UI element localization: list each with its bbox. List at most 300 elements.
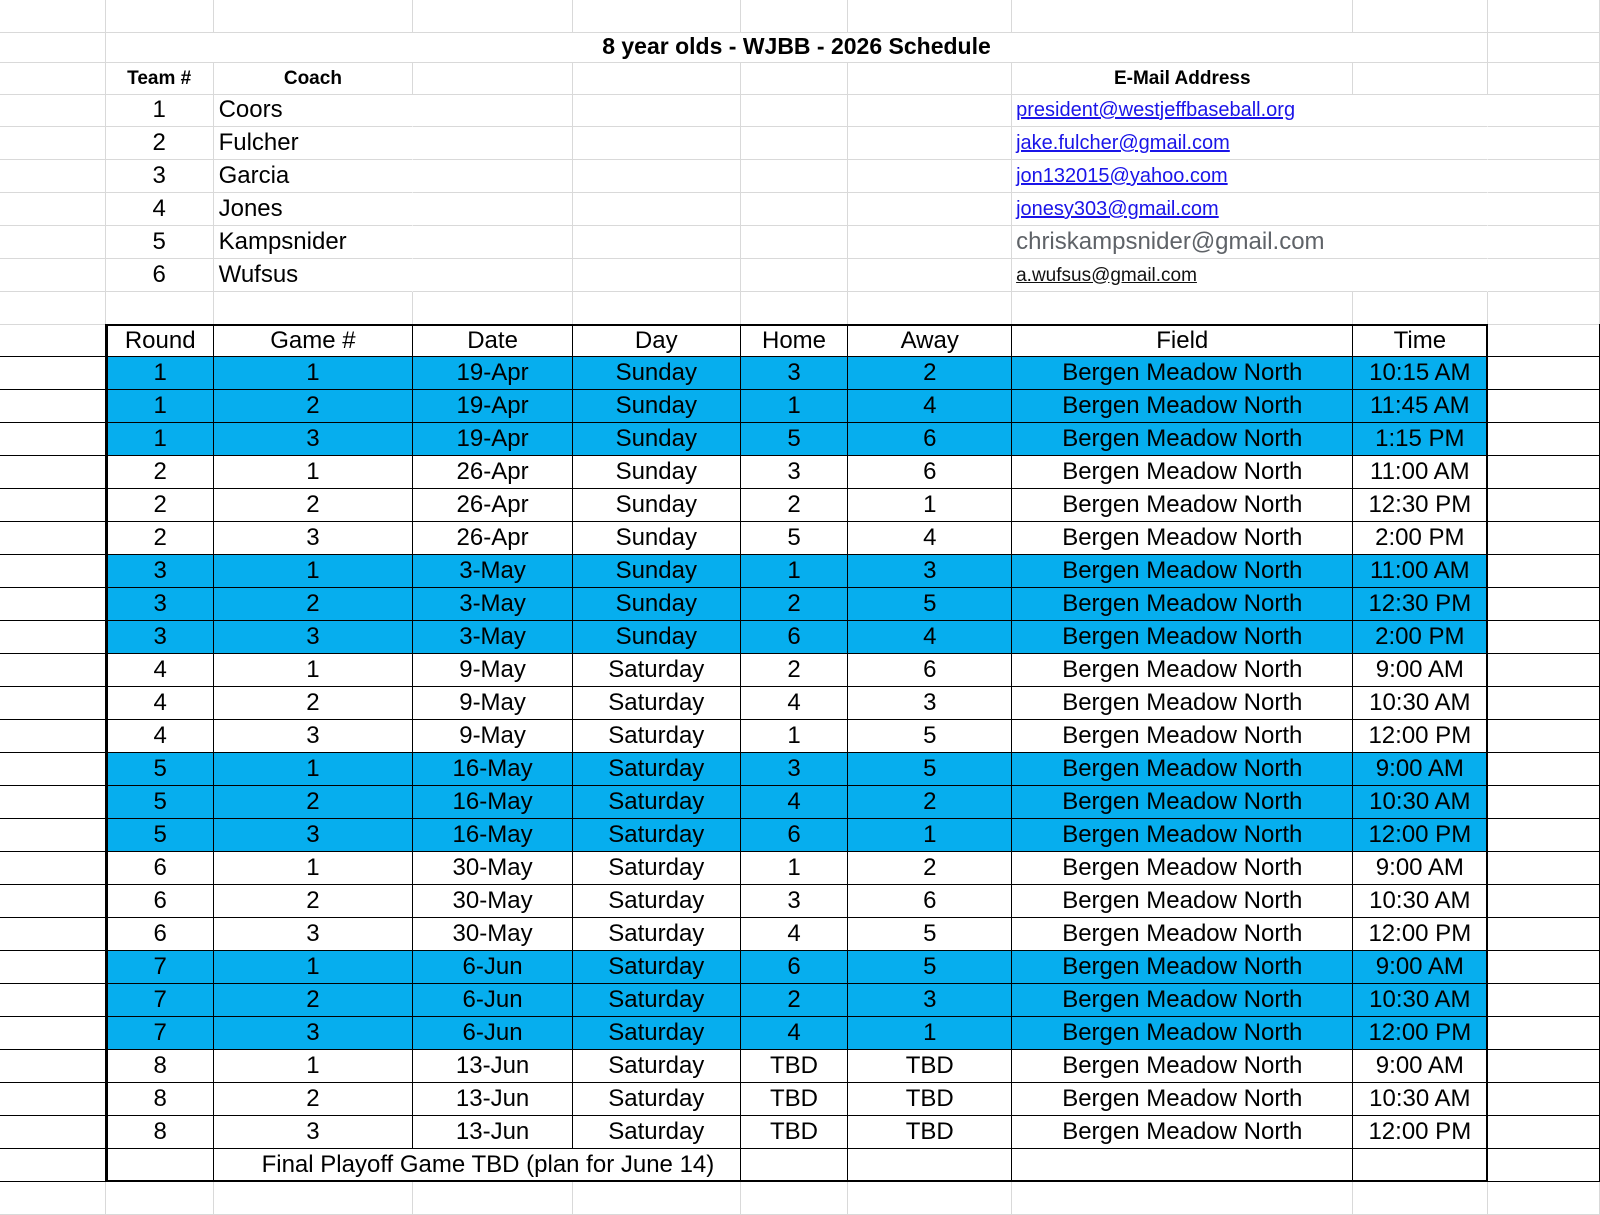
home-cell[interactable]: 3	[741, 753, 849, 786]
empty-cell[interactable]	[1488, 324, 1600, 357]
empty-cell[interactable]	[1488, 226, 1600, 259]
home-cell[interactable]: 1	[741, 720, 849, 753]
field-cell[interactable]: Bergen Meadow North	[1012, 720, 1353, 753]
empty-cell[interactable]	[413, 127, 573, 160]
coach-cell[interactable]: Garcia	[214, 160, 414, 193]
empty-cell[interactable]	[0, 1050, 106, 1083]
day-cell[interactable]: Saturday	[573, 852, 741, 885]
empty-cell[interactable]	[573, 259, 741, 292]
field-header[interactable]: Field	[1012, 324, 1353, 357]
empty-cell[interactable]	[1488, 1116, 1600, 1149]
time-cell[interactable]: 10:30 AM	[1353, 786, 1488, 819]
empty-cell[interactable]	[848, 1182, 1012, 1215]
empty-cell[interactable]	[741, 62, 849, 95]
home-cell[interactable]: 2	[741, 654, 849, 687]
home-cell[interactable]: TBD	[741, 1116, 849, 1149]
empty-cell[interactable]	[0, 720, 106, 753]
time-cell[interactable]: 1:15 PM	[1353, 423, 1488, 456]
date-cell[interactable]: 9-May	[413, 654, 573, 687]
coach-cell[interactable]: Coors	[214, 94, 414, 127]
day-cell[interactable]: Saturday	[573, 918, 741, 951]
away-cell[interactable]: 5	[848, 951, 1012, 984]
date-cell[interactable]: 19-Apr	[413, 390, 573, 423]
empty-cell[interactable]	[1012, 292, 1353, 325]
away-cell[interactable]: 6	[848, 423, 1012, 456]
round-cell[interactable]: 4	[106, 687, 214, 720]
day-cell[interactable]: Sunday	[573, 390, 741, 423]
empty-cell[interactable]	[1488, 456, 1600, 489]
empty-cell[interactable]	[1488, 984, 1600, 1017]
empty-cell[interactable]	[0, 193, 106, 226]
field-cell[interactable]: Bergen Meadow North	[1012, 423, 1353, 456]
game-cell[interactable]: 2	[214, 786, 414, 819]
home-cell[interactable]: TBD	[741, 1050, 849, 1083]
home-cell[interactable]: 4	[741, 918, 849, 951]
time-cell[interactable]: 10:15 AM	[1353, 357, 1488, 390]
date-cell[interactable]: 26-Apr	[413, 456, 573, 489]
game-cell[interactable]: 3	[214, 720, 414, 753]
field-cell[interactable]: Bergen Meadow North	[1012, 1017, 1353, 1050]
empty-cell[interactable]	[1353, 62, 1488, 95]
empty-cell[interactable]	[1488, 1017, 1600, 1050]
empty-cell[interactable]	[1488, 819, 1600, 852]
time-cell[interactable]: 10:30 AM	[1353, 687, 1488, 720]
time-cell[interactable]: 2:00 PM	[1353, 621, 1488, 654]
email-link[interactable]: jake.fulcher@gmail.com	[1012, 127, 1488, 160]
date-cell[interactable]: 3-May	[413, 555, 573, 588]
empty-cell[interactable]	[848, 0, 1012, 33]
empty-cell[interactable]	[1488, 1083, 1600, 1116]
empty-cell[interactable]	[741, 259, 849, 292]
empty-cell[interactable]	[1012, 1149, 1353, 1182]
empty-cell[interactable]	[1488, 259, 1600, 292]
date-cell[interactable]: 30-May	[413, 852, 573, 885]
empty-cell[interactable]	[0, 885, 106, 918]
team-number-cell[interactable]: 6	[106, 259, 214, 292]
round-cell[interactable]: 6	[106, 885, 214, 918]
empty-cell[interactable]	[848, 127, 1012, 160]
empty-cell[interactable]	[0, 1149, 106, 1182]
round-cell[interactable]: 2	[106, 489, 214, 522]
game-cell[interactable]: 3	[214, 1116, 414, 1149]
empty-cell[interactable]	[1488, 621, 1600, 654]
empty-cell[interactable]	[1488, 62, 1600, 95]
empty-cell[interactable]	[848, 193, 1012, 226]
field-cell[interactable]: Bergen Meadow North	[1012, 1116, 1353, 1149]
empty-cell[interactable]	[0, 753, 106, 786]
round-cell[interactable]: 4	[106, 654, 214, 687]
time-cell[interactable]: 9:00 AM	[1353, 852, 1488, 885]
empty-cell[interactable]	[0, 94, 106, 127]
empty-cell[interactable]	[0, 621, 106, 654]
field-cell[interactable]: Bergen Meadow North	[1012, 1050, 1353, 1083]
round-cell[interactable]: 5	[106, 786, 214, 819]
home-cell[interactable]: 2	[741, 588, 849, 621]
empty-cell[interactable]	[0, 522, 106, 555]
date-cell[interactable]: 16-May	[413, 819, 573, 852]
day-cell[interactable]: Sunday	[573, 456, 741, 489]
round-cell[interactable]: 3	[106, 555, 214, 588]
game-cell[interactable]: 3	[214, 1017, 414, 1050]
empty-cell[interactable]	[413, 292, 573, 325]
date-cell[interactable]: 9-May	[413, 720, 573, 753]
away-cell[interactable]: 2	[848, 786, 1012, 819]
game-cell[interactable]: 2	[214, 984, 414, 1017]
date-cell[interactable]: 30-May	[413, 918, 573, 951]
time-cell[interactable]: 12:00 PM	[1353, 1116, 1488, 1149]
round-cell[interactable]: 2	[106, 456, 214, 489]
field-cell[interactable]: Bergen Meadow North	[1012, 753, 1353, 786]
away-cell[interactable]: 4	[848, 390, 1012, 423]
field-cell[interactable]: Bergen Meadow North	[1012, 522, 1353, 555]
away-cell[interactable]: 4	[848, 621, 1012, 654]
empty-cell[interactable]	[848, 259, 1012, 292]
time-cell[interactable]: 10:30 AM	[1353, 1083, 1488, 1116]
empty-cell[interactable]	[413, 94, 573, 127]
empty-cell[interactable]	[0, 30, 106, 63]
date-cell[interactable]: 9-May	[413, 687, 573, 720]
empty-cell[interactable]	[741, 292, 849, 325]
empty-cell[interactable]	[741, 1149, 849, 1182]
email-link[interactable]: jon132015@yahoo.com	[1012, 160, 1488, 193]
email-header[interactable]: E-Mail Address	[1012, 62, 1353, 95]
round-cell[interactable]: 5	[106, 819, 214, 852]
away-cell[interactable]: 4	[848, 522, 1012, 555]
empty-cell[interactable]	[0, 390, 106, 423]
date-cell[interactable]: 6-Jun	[413, 951, 573, 984]
empty-cell[interactable]	[848, 292, 1012, 325]
time-cell[interactable]: 12:00 PM	[1353, 918, 1488, 951]
date-cell[interactable]: 16-May	[413, 753, 573, 786]
empty-cell[interactable]	[1488, 0, 1600, 33]
game-cell[interactable]: 2	[214, 588, 414, 621]
day-cell[interactable]: Saturday	[573, 1083, 741, 1116]
field-cell[interactable]: Bergen Meadow North	[1012, 621, 1353, 654]
time-cell[interactable]: 11:00 AM	[1353, 555, 1488, 588]
away-cell[interactable]: 3	[848, 984, 1012, 1017]
field-cell[interactable]: Bergen Meadow North	[1012, 852, 1353, 885]
day-cell[interactable]: Saturday	[573, 786, 741, 819]
round-cell[interactable]: 8	[106, 1116, 214, 1149]
field-cell[interactable]: Bergen Meadow North	[1012, 390, 1353, 423]
day-cell[interactable]: Sunday	[573, 357, 741, 390]
round-header[interactable]: Round	[106, 324, 214, 357]
empty-cell[interactable]	[0, 654, 106, 687]
empty-cell[interactable]	[573, 62, 741, 95]
away-cell[interactable]: 1	[848, 1017, 1012, 1050]
round-cell[interactable]: 1	[106, 357, 214, 390]
round-cell[interactable]: 1	[106, 423, 214, 456]
time-cell[interactable]: 12:00 PM	[1353, 819, 1488, 852]
field-cell[interactable]: Bergen Meadow North	[1012, 951, 1353, 984]
home-cell[interactable]: 4	[741, 687, 849, 720]
field-cell[interactable]: Bergen Meadow North	[1012, 555, 1353, 588]
away-cell[interactable]: 5	[848, 720, 1012, 753]
empty-cell[interactable]	[0, 226, 106, 259]
date-cell[interactable]: 26-Apr	[413, 489, 573, 522]
field-cell[interactable]: Bergen Meadow North	[1012, 654, 1353, 687]
empty-cell[interactable]	[413, 62, 573, 95]
empty-cell[interactable]	[0, 324, 106, 357]
round-cell[interactable]: 4	[106, 720, 214, 753]
email-link[interactable]: jonesy303@gmail.com	[1012, 193, 1488, 226]
empty-cell[interactable]	[214, 1182, 414, 1215]
empty-cell[interactable]	[1488, 588, 1600, 621]
coach-cell[interactable]: Wufsus	[214, 259, 414, 292]
away-cell[interactable]: 6	[848, 654, 1012, 687]
empty-cell[interactable]	[1488, 687, 1600, 720]
away-header[interactable]: Away	[848, 324, 1012, 357]
empty-cell[interactable]	[0, 62, 106, 95]
day-cell[interactable]: Sunday	[573, 621, 741, 654]
time-cell[interactable]: 9:00 AM	[1353, 753, 1488, 786]
empty-cell[interactable]	[1353, 0, 1488, 33]
home-cell[interactable]: 3	[741, 357, 849, 390]
empty-cell[interactable]	[1488, 423, 1600, 456]
team-number-cell[interactable]: 3	[106, 160, 214, 193]
game-cell[interactable]: 3	[214, 918, 414, 951]
day-cell[interactable]: Saturday	[573, 1050, 741, 1083]
team-number-cell[interactable]: 5	[106, 226, 214, 259]
empty-cell[interactable]	[1353, 292, 1488, 325]
game-cell[interactable]: 3	[214, 819, 414, 852]
date-cell[interactable]: 3-May	[413, 588, 573, 621]
email-link[interactable]: a.wufsus@gmail.com	[1012, 259, 1488, 292]
empty-cell[interactable]	[1353, 1182, 1488, 1215]
away-cell[interactable]: 3	[848, 555, 1012, 588]
round-cell[interactable]: 8	[106, 1050, 214, 1083]
field-cell[interactable]: Bergen Meadow North	[1012, 786, 1353, 819]
home-cell[interactable]: 5	[741, 423, 849, 456]
away-cell[interactable]: TBD	[848, 1083, 1012, 1116]
empty-cell[interactable]	[413, 226, 573, 259]
home-cell[interactable]: 3	[741, 456, 849, 489]
empty-cell[interactable]	[741, 226, 849, 259]
empty-cell[interactable]	[413, 259, 573, 292]
field-cell[interactable]: Bergen Meadow North	[1012, 984, 1353, 1017]
empty-cell[interactable]	[413, 1182, 573, 1215]
empty-cell[interactable]	[573, 193, 741, 226]
date-cell[interactable]: 30-May	[413, 885, 573, 918]
empty-cell[interactable]	[1488, 720, 1600, 753]
game-cell[interactable]: 1	[214, 852, 414, 885]
empty-cell[interactable]	[1488, 30, 1600, 63]
home-cell[interactable]: 2	[741, 984, 849, 1017]
date-cell[interactable]: 3-May	[413, 621, 573, 654]
field-cell[interactable]: Bergen Meadow North	[1012, 918, 1353, 951]
empty-cell[interactable]	[0, 489, 106, 522]
round-cell[interactable]: 3	[106, 588, 214, 621]
home-cell[interactable]: 6	[741, 951, 849, 984]
game-cell[interactable]: 1	[214, 1050, 414, 1083]
empty-cell[interactable]	[741, 193, 849, 226]
empty-cell[interactable]	[1488, 357, 1600, 390]
sheet-title[interactable]: 8 year olds - WJBB - 2026 Schedule	[106, 30, 1488, 63]
time-cell[interactable]: 12:30 PM	[1353, 489, 1488, 522]
field-cell[interactable]: Bergen Meadow North	[1012, 456, 1353, 489]
away-cell[interactable]: TBD	[848, 1116, 1012, 1149]
empty-cell[interactable]	[0, 1116, 106, 1149]
field-cell[interactable]: Bergen Meadow North	[1012, 588, 1353, 621]
email-link[interactable]: president@westjeffbaseball.org	[1012, 94, 1488, 127]
home-cell[interactable]: 2	[741, 489, 849, 522]
time-cell[interactable]: 10:30 AM	[1353, 984, 1488, 1017]
day-cell[interactable]: Sunday	[573, 588, 741, 621]
empty-cell[interactable]	[0, 786, 106, 819]
empty-cell[interactable]	[848, 160, 1012, 193]
away-cell[interactable]: 5	[848, 588, 1012, 621]
away-cell[interactable]: TBD	[848, 1050, 1012, 1083]
away-cell[interactable]: 1	[848, 819, 1012, 852]
empty-cell[interactable]	[573, 292, 741, 325]
coach-header[interactable]: Coach	[214, 62, 414, 95]
game-cell[interactable]: 2	[214, 1083, 414, 1116]
email-link[interactable]: chriskampsnider@gmail.com	[1012, 226, 1488, 259]
date-cell[interactable]: 13-Jun	[413, 1083, 573, 1116]
empty-cell[interactable]	[0, 819, 106, 852]
empty-cell[interactable]	[1488, 127, 1600, 160]
empty-cell[interactable]	[214, 292, 414, 325]
round-cell[interactable]: 8	[106, 1083, 214, 1116]
empty-cell[interactable]	[0, 918, 106, 951]
empty-cell[interactable]	[573, 0, 741, 33]
empty-cell[interactable]	[413, 160, 573, 193]
empty-cell[interactable]	[741, 1182, 849, 1215]
empty-cell[interactable]	[573, 226, 741, 259]
game-cell[interactable]: 1	[214, 456, 414, 489]
empty-cell[interactable]	[1488, 390, 1600, 423]
date-cell[interactable]: 19-Apr	[413, 357, 573, 390]
empty-cell[interactable]	[0, 0, 106, 33]
day-cell[interactable]: Saturday	[573, 819, 741, 852]
date-cell[interactable]: 19-Apr	[413, 423, 573, 456]
time-cell[interactable]: 11:00 AM	[1353, 456, 1488, 489]
empty-cell[interactable]	[1488, 1050, 1600, 1083]
home-cell[interactable]: 1	[741, 390, 849, 423]
time-cell[interactable]: 12:30 PM	[1353, 588, 1488, 621]
empty-cell[interactable]	[1488, 753, 1600, 786]
home-cell[interactable]: 6	[741, 621, 849, 654]
away-cell[interactable]: 6	[848, 456, 1012, 489]
day-cell[interactable]: Sunday	[573, 489, 741, 522]
home-cell[interactable]: 5	[741, 522, 849, 555]
date-cell[interactable]: 16-May	[413, 786, 573, 819]
date-cell[interactable]: 6-Jun	[413, 984, 573, 1017]
empty-cell[interactable]	[1488, 786, 1600, 819]
empty-cell[interactable]	[848, 226, 1012, 259]
home-cell[interactable]: 1	[741, 852, 849, 885]
empty-cell[interactable]	[0, 687, 106, 720]
empty-cell[interactable]	[106, 292, 214, 325]
day-cell[interactable]: Saturday	[573, 885, 741, 918]
empty-cell[interactable]	[1488, 918, 1600, 951]
empty-cell[interactable]	[0, 1182, 106, 1215]
empty-cell[interactable]	[0, 259, 106, 292]
empty-cell[interactable]	[0, 984, 106, 1017]
empty-cell[interactable]	[1488, 94, 1600, 127]
home-cell[interactable]: 3	[741, 885, 849, 918]
date-cell[interactable]: 26-Apr	[413, 522, 573, 555]
round-cell[interactable]: 6	[106, 852, 214, 885]
empty-cell[interactable]	[0, 1017, 106, 1050]
day-cell[interactable]: Saturday	[573, 687, 741, 720]
home-cell[interactable]: 4	[741, 1017, 849, 1050]
empty-cell[interactable]	[1488, 885, 1600, 918]
game-cell[interactable]: 2	[214, 885, 414, 918]
game-cell[interactable]: 3	[214, 522, 414, 555]
day-cell[interactable]: Saturday	[573, 1116, 741, 1149]
away-cell[interactable]: 5	[848, 753, 1012, 786]
coach-cell[interactable]: Kampsnider	[214, 226, 414, 259]
empty-cell[interactable]	[1488, 292, 1600, 325]
game-cell[interactable]: 1	[214, 555, 414, 588]
day-cell[interactable]: Saturday	[573, 984, 741, 1017]
away-cell[interactable]: 6	[848, 885, 1012, 918]
empty-cell[interactable]	[0, 588, 106, 621]
home-cell[interactable]: 4	[741, 786, 849, 819]
time-cell[interactable]: 9:00 AM	[1353, 1050, 1488, 1083]
time-cell[interactable]: 10:30 AM	[1353, 885, 1488, 918]
round-cell[interactable]: 3	[106, 621, 214, 654]
field-cell[interactable]: Bergen Meadow North	[1012, 819, 1353, 852]
empty-cell[interactable]	[848, 1149, 1012, 1182]
empty-cell[interactable]	[573, 160, 741, 193]
coach-cell[interactable]: Fulcher	[214, 127, 414, 160]
coach-cell[interactable]: Jones	[214, 193, 414, 226]
home-cell[interactable]: 1	[741, 555, 849, 588]
team-number-cell[interactable]: 1	[106, 94, 214, 127]
team-number-cell[interactable]: 2	[106, 127, 214, 160]
empty-cell[interactable]	[1012, 1182, 1353, 1215]
game-cell[interactable]: 2	[214, 687, 414, 720]
empty-cell[interactable]	[106, 1182, 214, 1215]
round-cell[interactable]: 7	[106, 1017, 214, 1050]
round-cell[interactable]: 1	[106, 390, 214, 423]
footer-note[interactable]: Final Playoff Game TBD (plan for June 14)	[214, 1149, 741, 1182]
empty-cell[interactable]	[413, 0, 573, 33]
day-cell[interactable]: Saturday	[573, 720, 741, 753]
game-cell[interactable]: 3	[214, 621, 414, 654]
home-header[interactable]: Home	[741, 324, 849, 357]
empty-cell[interactable]	[741, 0, 849, 33]
game-header[interactable]: Game #	[214, 324, 414, 357]
day-cell[interactable]: Sunday	[573, 522, 741, 555]
empty-cell[interactable]	[1488, 1182, 1600, 1215]
empty-cell[interactable]	[573, 1182, 741, 1215]
date-cell[interactable]: 13-Jun	[413, 1116, 573, 1149]
empty-cell[interactable]	[1488, 555, 1600, 588]
time-cell[interactable]: 12:00 PM	[1353, 720, 1488, 753]
time-cell[interactable]: 11:45 AM	[1353, 390, 1488, 423]
round-cell[interactable]: 7	[106, 951, 214, 984]
time-cell[interactable]: 9:00 AM	[1353, 951, 1488, 984]
date-cell[interactable]: 13-Jun	[413, 1050, 573, 1083]
empty-cell[interactable]	[573, 127, 741, 160]
empty-cell[interactable]	[106, 0, 214, 33]
round-cell[interactable]: 5	[106, 753, 214, 786]
time-cell[interactable]: 9:00 AM	[1353, 654, 1488, 687]
empty-cell[interactable]	[0, 852, 106, 885]
empty-cell[interactable]	[1488, 951, 1600, 984]
empty-cell[interactable]	[1012, 0, 1353, 33]
date-header[interactable]: Date	[413, 324, 573, 357]
empty-cell[interactable]	[0, 1083, 106, 1116]
field-cell[interactable]: Bergen Meadow North	[1012, 489, 1353, 522]
empty-cell[interactable]	[1488, 522, 1600, 555]
empty-cell[interactable]	[1353, 1149, 1488, 1182]
empty-cell[interactable]	[1488, 193, 1600, 226]
time-cell[interactable]: 12:00 PM	[1353, 1017, 1488, 1050]
